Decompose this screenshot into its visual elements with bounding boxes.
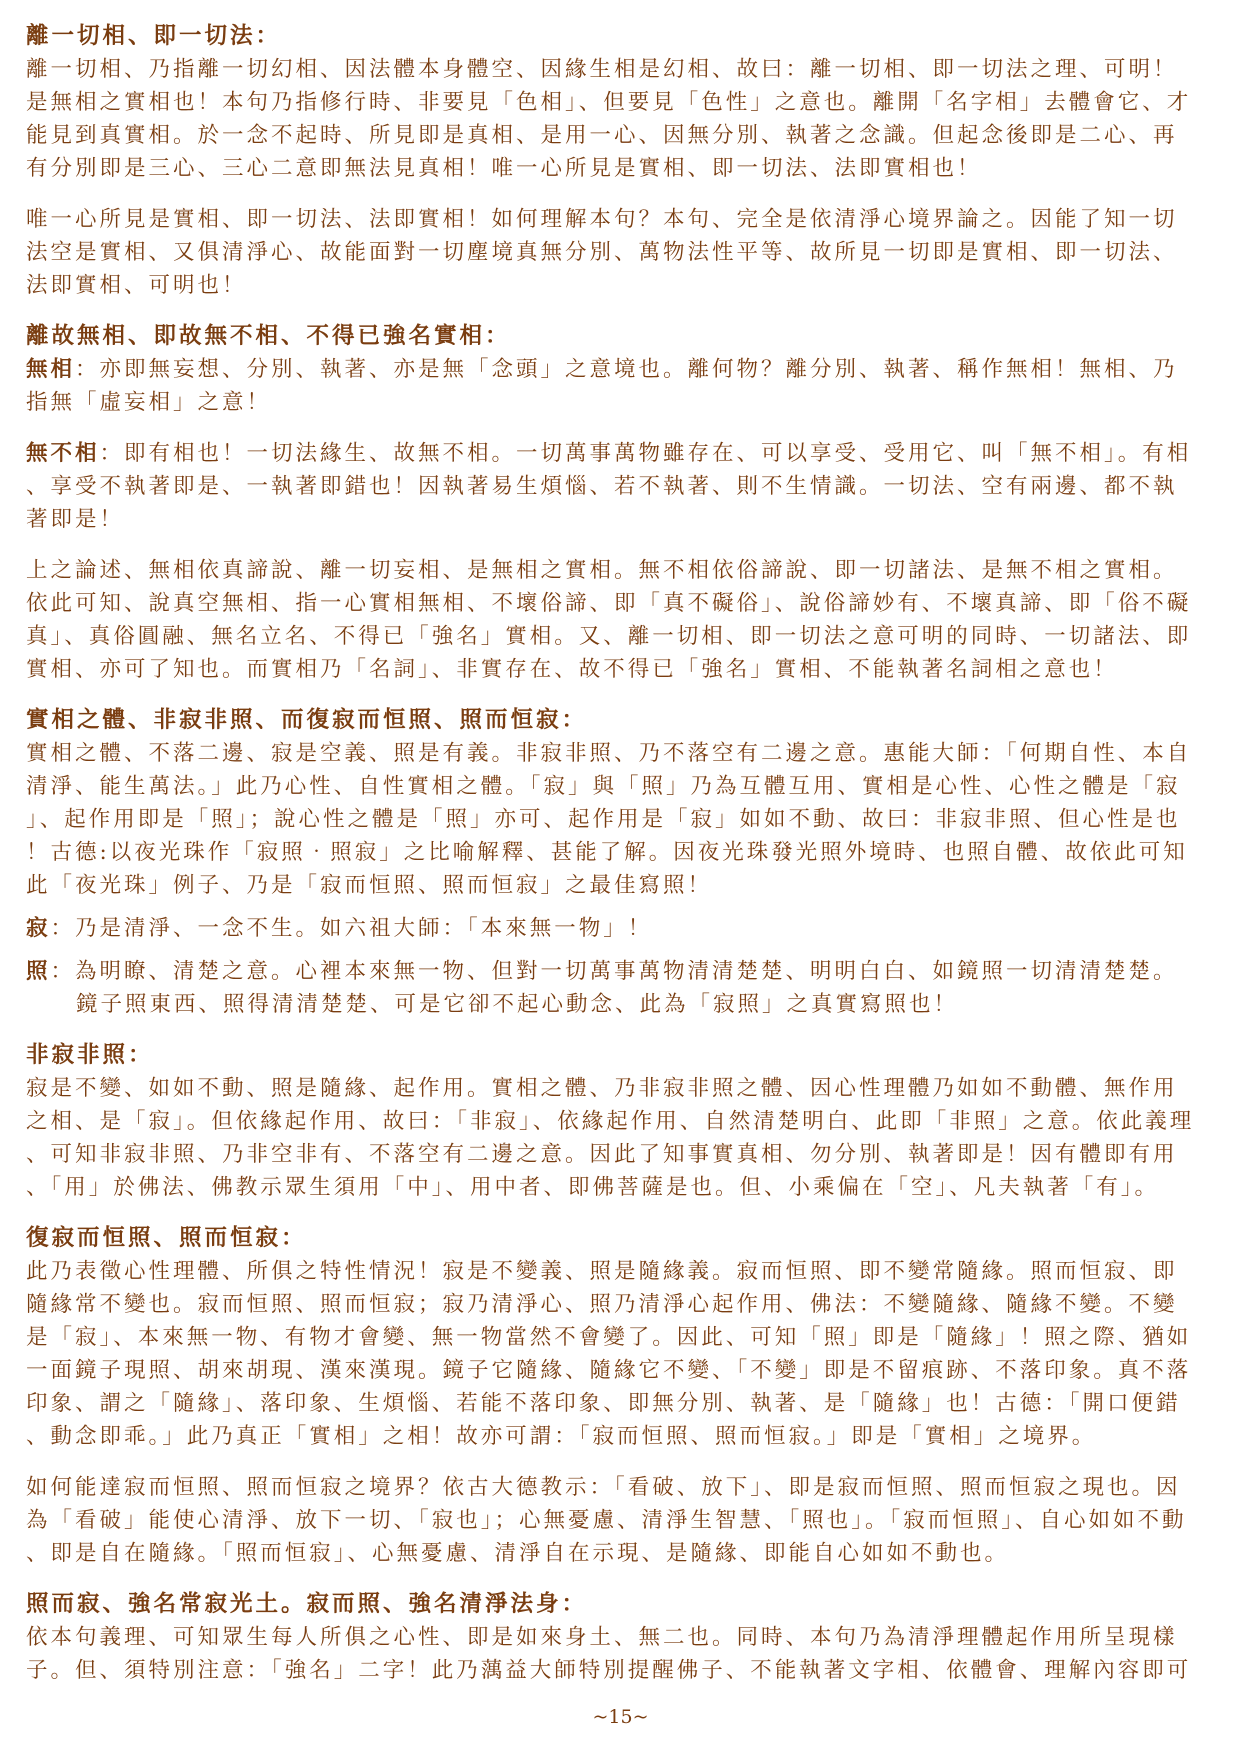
text-line bbox=[26, 1621, 1218, 1654]
paragraph bbox=[26, 203, 1218, 302]
text-line bbox=[26, 836, 1218, 869]
line-text: 如何能達寂而恒照、照而恒寂之境界？依古大德教示：「看破、放下」、即是寂而恒照、照而恒寂之現也。因 bbox=[26, 1475, 1181, 1500]
text-line bbox=[26, 1138, 1218, 1171]
line-text: ！古德:以夜光珠作「寂照‧照寂」之比喻解釋、甚能了解。因夜光珠發光照外境時、也照自體、故依此可知 bbox=[26, 840, 1188, 865]
paragraph bbox=[26, 1621, 1218, 1687]
line-text: 是無相之實相也！本句乃指修行時、非要見「色相」、但要見「色性」之意也。離開「名字相」去體會它、才 bbox=[26, 90, 1192, 115]
line-text: 是「寂」、本來無一物、有物才會變、無一物當然不會變了。因此、可知「照」即是「隨緣」！照之際、猶如 bbox=[26, 1325, 1192, 1350]
line-text: 有分別即是三心、三心二意即無法見真相！唯一心所見是實相、即一切法、法即實相也！ bbox=[26, 156, 982, 181]
section-spacer bbox=[26, 1204, 1218, 1222]
line-text: ：亦即無妄想、分別、執著、亦是無「念頭」之意境也。離何物？離分別、執著、稱作無相！無相、乃 bbox=[75, 357, 1178, 382]
term-label: 照 bbox=[26, 959, 51, 984]
text-line bbox=[26, 955, 1218, 988]
page-number: ~15~ bbox=[592, 1706, 649, 1728]
section-spacer bbox=[26, 686, 1218, 704]
line-text: 法即實相、可明也！ bbox=[26, 273, 247, 298]
text-line bbox=[26, 503, 1218, 536]
line-text: 唯一心所見是實相、即一切法、法即實相！如何理解本句？本句、完全是依清淨心境界論之。因能了知一切 bbox=[26, 207, 1178, 232]
term-label: 無不相 bbox=[26, 441, 100, 466]
text-line bbox=[26, 803, 1218, 836]
line-text: 依本句義理、可知眾生每人所俱之心性、即是如來身土、無二也。同時、本句乃為清淨理體起作用所呈現樣 bbox=[26, 1625, 1178, 1650]
paragraph bbox=[26, 1072, 1218, 1204]
section bbox=[26, 20, 1218, 302]
paragraph bbox=[26, 554, 1218, 686]
line-text: 之相、是「寂」。但依緣起作用、故曰：「非寂」、依緣起作用、自然清楚明白、此即「非照」之意。依此義理 bbox=[26, 1109, 1195, 1134]
text-line bbox=[26, 269, 1218, 302]
line-text: 上之論述、無相依真諦說、離一切妄相、是無相之實相。無不相依俗諦說、即一切諸法、是無不相之實相。 bbox=[26, 558, 1178, 583]
section bbox=[26, 320, 1218, 686]
text-line bbox=[26, 620, 1218, 653]
line-text: ：即有相也！一切法緣生、故無不相。一切萬事萬物雖存在、可以享受、受用它、叫「無不相」。有相 bbox=[99, 441, 1192, 466]
section bbox=[26, 1222, 1218, 1570]
text-line bbox=[26, 1354, 1218, 1387]
document-page bbox=[26, 20, 1218, 1687]
text-line bbox=[26, 770, 1218, 803]
text-line bbox=[26, 353, 1218, 386]
text-line bbox=[26, 53, 1218, 86]
line-text: 、即是自在隨緣。「照而恒寂」、心無憂慮、清淨自在示現、是隨緣、即能自心如如不動也。 bbox=[26, 1541, 1010, 1566]
text-line bbox=[26, 1504, 1218, 1537]
line-text: 印象、謂之「隨緣」、落印象、生煩惱、若能不落印象、即無分別、執著、是「隨緣」也！古德：「開口便錯 bbox=[26, 1391, 1181, 1416]
line-text: 、「用」於佛法、佛教示眾生須用「中」、用中者、即佛菩薩是也。但、小乘偏在「空」、凡夫執著「有」。 bbox=[26, 1175, 1160, 1200]
paragraph bbox=[26, 955, 1218, 1021]
section-spacer bbox=[26, 302, 1218, 320]
text-line bbox=[26, 737, 1218, 770]
text-line bbox=[26, 1387, 1218, 1420]
text-line bbox=[26, 1105, 1218, 1138]
paragraph-spacer bbox=[26, 1453, 1218, 1471]
line-text: 此「夜光珠」例子、乃是「寂而恒照、照而恒寂」之最佳寫照！ bbox=[26, 873, 713, 898]
line-text: ：乃是清淨、一念不生。如六祖大師：「本來無一物」！ bbox=[50, 916, 653, 941]
line-text: 法空是實相、又俱清淨心、故能面對一切塵境真無分別、萬物法性平等、故所見一切即是實相、即一切法、 bbox=[26, 240, 1178, 265]
line-text: 實相之體、不落二邊、寂是空義、照是有義。非寂非照、乃不落空有二邊之意。惠能大師：「何期自性、本自 bbox=[26, 741, 1192, 766]
line-text: 子。但、須特別注意：「強名」二字！此乃蕅益大師特別提醒佛子、不能執著文字相、依體會、理解內容即可 bbox=[26, 1658, 1192, 1683]
line-text: 清淨、能生萬法。」此乃心性、自性實相之體。「寂」與「照」乃為互體互用、實相是心性、心性之體是「寂 bbox=[26, 774, 1181, 799]
text-line bbox=[26, 203, 1218, 236]
line-text: 、可知非寂非照、乃非空非有、不落空有二邊之意。因此了知事實真相、勿分別、執著即是！因有體即有用 bbox=[26, 1142, 1178, 1167]
term-label: 寂 bbox=[26, 916, 51, 941]
text-line bbox=[26, 1288, 1218, 1321]
section-spacer bbox=[26, 1021, 1218, 1039]
line-text: 真」、真俗圓融、無名立名、不得已「強名」實相。又、離一切相、即一切法之意可明的同時、一切諸法、即 bbox=[26, 624, 1192, 649]
paragraph bbox=[26, 912, 1218, 945]
paragraph bbox=[26, 437, 1218, 536]
paragraph bbox=[26, 737, 1218, 902]
line-text: 指無「虛妄相」之意！ bbox=[26, 390, 272, 415]
section-heading: 照而寂、強名常寂光土。寂而照、強名清淨法身： bbox=[26, 1591, 588, 1617]
text-line bbox=[26, 236, 1218, 269]
paragraph-spacer bbox=[26, 902, 1218, 912]
text-line bbox=[26, 1420, 1218, 1453]
text-line bbox=[26, 386, 1218, 419]
text-line bbox=[26, 1255, 1218, 1288]
line-text: 隨緣常不變也。寂而恒照、照而恒寂；寂乃清淨心、照乃清淨心起作用、佛法：不變隨緣、隨緣不變。不變 bbox=[26, 1292, 1178, 1317]
section-heading: 復寂而恒照、照而恒寂： bbox=[26, 1225, 307, 1251]
paragraph bbox=[26, 1471, 1218, 1570]
text-line bbox=[26, 1654, 1218, 1687]
text-line bbox=[26, 988, 1218, 1021]
line-text: 、享受不執著即是、一執著即錯也！因執著易生煩惱、若不執著、則不生情識。一切法、空有兩邊、都不執 bbox=[26, 474, 1178, 499]
text-line bbox=[26, 1537, 1218, 1570]
line-text: 、動念即乖。」此乃真正「實相」之相！故亦可謂：「寂而恒照、照而恒寂。」即是「實相」之境界。 bbox=[26, 1424, 1097, 1449]
paragraph-spacer bbox=[26, 185, 1218, 203]
text-line bbox=[26, 470, 1218, 503]
line-text: 離一切相、乃指離一切幻相、因法體本身體空、因緣生相是幻相、故曰：離一切相、即一切法之理、可明！ bbox=[26, 57, 1178, 82]
line-text: 能見到真實相。於一念不起時、所見即是真相、是用一心、因無分別、執著之念識。但起念後即是二心、再 bbox=[26, 123, 1178, 148]
text-line bbox=[26, 437, 1218, 470]
line-text: 實相、亦可了知也。而實相乃「名詞」、非實存在、故不得已「強名」實相、不能執著名詞相之意也！ bbox=[26, 657, 1118, 682]
line-text: 寂是不變、如如不動、照是隨緣、起作用。實相之體、乃非寂非照之體、因心性理體乃如如不動體、無作用 bbox=[26, 1076, 1178, 1101]
line-text: ：為明瞭、清楚之意。心裡本來無一物、但對一切萬事萬物清清楚楚、明明白白、如鏡照一切清清楚楚。 bbox=[50, 959, 1178, 984]
section bbox=[26, 1039, 1218, 1204]
text-line bbox=[26, 869, 1218, 902]
section-spacer bbox=[26, 1570, 1218, 1588]
text-line bbox=[26, 1471, 1218, 1504]
line-text: 著即是！ bbox=[26, 507, 125, 532]
section bbox=[26, 1588, 1218, 1687]
paragraph bbox=[26, 353, 1218, 419]
section bbox=[26, 704, 1218, 1021]
section-heading: 離一切相、即一切法： bbox=[26, 23, 282, 49]
section-heading: 實相之體、非寂非照、而復寂而恒照、照而恒寂： bbox=[26, 707, 588, 733]
section-heading: 非寂非照： bbox=[26, 1042, 154, 1068]
text-line bbox=[26, 119, 1218, 152]
text-line bbox=[26, 554, 1218, 587]
line-text: 依此可知、說真空無相、指一心實相無相、不壞俗諦、即「真不礙俗」、說俗諦妙有、不壞真諦、即「俗不礙 bbox=[26, 591, 1192, 616]
line-text: 一面鏡子現照、胡來胡現、漢來漢現。鏡子它隨緣、隨緣它不變、「不變」即是不留痕跡、不落印象。真不落 bbox=[26, 1358, 1192, 1383]
text-line bbox=[26, 1321, 1218, 1354]
line-text: 」、起作用即是「照」；說心性之體是「照」亦可、起作用是「寂」如如不動、故曰：非寂非照、但心性是也 bbox=[26, 807, 1181, 832]
line-text: 鏡子照東西、照得清清楚楚、可是它卻不起心動念、此為「寂照」之真實寫照也！ bbox=[76, 992, 959, 1017]
text-line bbox=[26, 587, 1218, 620]
paragraph bbox=[26, 1255, 1218, 1453]
line-text: 為「看破」能使心清淨、放下一切、「寂也」；心無憂慮、清淨生智慧、「照也」。「寂而恒照」、自心如如不動 bbox=[26, 1508, 1187, 1533]
text-line bbox=[26, 152, 1218, 185]
text-line bbox=[26, 1072, 1218, 1105]
text-line bbox=[26, 653, 1218, 686]
section-heading: 離故無相、即故無不相、不得已強名實相： bbox=[26, 323, 511, 349]
text-line bbox=[26, 912, 1218, 945]
term-label: 無相 bbox=[26, 357, 76, 382]
line-text: 此乃表徵心性理體、所俱之特性情況！寂是不變義、照是隨緣義。寂而恒照、即不變常隨緣。照而恒寂、即 bbox=[26, 1259, 1178, 1284]
paragraph-spacer bbox=[26, 945, 1218, 955]
paragraph-spacer bbox=[26, 536, 1218, 554]
text-line bbox=[26, 1171, 1218, 1204]
text-line bbox=[26, 86, 1218, 119]
paragraph-spacer bbox=[26, 419, 1218, 437]
paragraph bbox=[26, 53, 1218, 185]
